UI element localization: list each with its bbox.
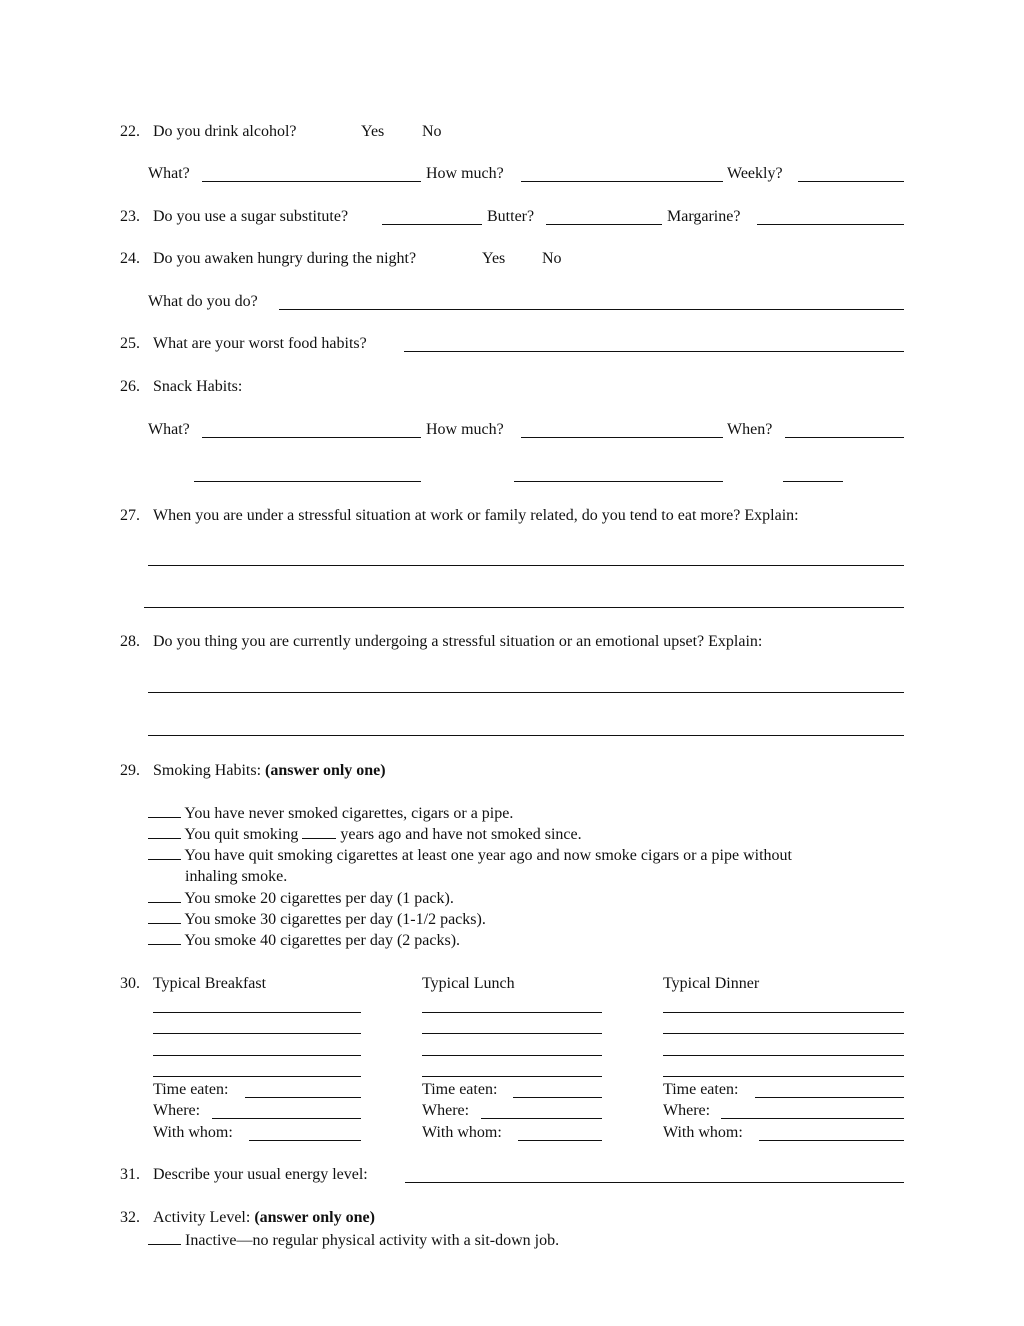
- q24-what-do-label: What do you do?: [148, 293, 258, 310]
- q32-instruction: (answer only one): [254, 1209, 375, 1226]
- q26-what-field-2[interactable]: [194, 481, 421, 482]
- q29-question: [153, 762, 386, 780]
- dinner-whom-label: With whom:: [663, 1124, 743, 1141]
- q24-number: 24.: [120, 250, 140, 267]
- q29-number: 29.: [120, 762, 140, 779]
- q26-number: 26.: [120, 378, 140, 395]
- q29-label: Smoking Habits:: [153, 762, 262, 779]
- breakfast-time-label: Time eaten:: [153, 1081, 229, 1098]
- q24-no-option[interactable]: No: [542, 250, 562, 267]
- q29-option-never[interactable]: You have never smoked cigarettes, cigars or a pipe.: [148, 803, 513, 824]
- q24-yes-option[interactable]: Yes: [482, 250, 506, 267]
- q30-number: 30.: [120, 975, 140, 992]
- q22-weekly-field[interactable]: [798, 167, 904, 182]
- breakfast-whom-label: With whom:: [153, 1124, 233, 1141]
- q22-no-option[interactable]: No: [422, 123, 442, 140]
- q32-checkbox-inactive[interactable]: [148, 1230, 181, 1245]
- dinner-where-label: Where:: [663, 1102, 711, 1119]
- breakfast-line-1[interactable]: [153, 1012, 361, 1013]
- q22-how-much-label: How much?: [426, 165, 504, 182]
- q22-what-label: What?: [148, 165, 190, 182]
- q28-answer-line-2[interactable]: [148, 735, 904, 736]
- q29-checkbox-never[interactable]: [148, 803, 181, 818]
- lunch-line-3[interactable]: [422, 1055, 602, 1056]
- q27-number: 27.: [120, 507, 140, 524]
- q28-answer-line-1[interactable]: [148, 692, 904, 693]
- dinner-whom-field[interactable]: [759, 1126, 904, 1141]
- breakfast-heading: Typical Breakfast: [153, 975, 267, 992]
- q25-field[interactable]: [404, 337, 904, 352]
- lunch-line-2[interactable]: [422, 1033, 602, 1034]
- q29-option-40[interactable]: You smoke 40 cigarettes per day (2 packs).: [148, 930, 460, 951]
- lunch-whom-label: With whom:: [422, 1124, 502, 1141]
- lunch-where-label: Where:: [422, 1102, 470, 1119]
- dinner-line-4[interactable]: [663, 1076, 904, 1077]
- lunch-whom-field[interactable]: [518, 1126, 602, 1141]
- breakfast-line-2[interactable]: [153, 1033, 361, 1034]
- q32-option-inactive[interactable]: Inactive—no regular physical activity with a sit-down job.: [148, 1230, 559, 1251]
- q29-checkbox-cigars-pipe[interactable]: [148, 845, 181, 860]
- q22-question: Do you drink alcohol?: [153, 123, 297, 140]
- q27-question: When you are under a stressful situation at work or family related, do you tend to eat more? Explain:: [153, 507, 799, 524]
- breakfast-time-field[interactable]: [245, 1083, 361, 1098]
- q23-butter-field[interactable]: [546, 210, 662, 225]
- q22-weekly-label: Weekly?: [727, 165, 783, 182]
- q26-when-label: When?: [727, 421, 773, 438]
- q32-question: [153, 1209, 375, 1227]
- lunch-time-field[interactable]: [513, 1083, 602, 1098]
- q29-option-30[interactable]: You smoke 30 cigarettes per day (1-1/2 packs).: [148, 909, 486, 930]
- q23-number: 23.: [120, 208, 140, 225]
- q23-sugar-substitute-field[interactable]: [382, 210, 482, 225]
- dinner-line-2[interactable]: [663, 1033, 904, 1034]
- q29-option-quit[interactable]: You quit smoking years ago and have not smoked since.: [148, 824, 582, 845]
- dinner-line-3[interactable]: [663, 1055, 904, 1056]
- breakfast-line-3[interactable]: [153, 1055, 361, 1056]
- q24-question: Do you awaken hungry during the night?: [153, 250, 417, 267]
- lunch-where-field[interactable]: [481, 1104, 602, 1119]
- q26-what-label: What?: [148, 421, 190, 438]
- q24-what-do-field[interactable]: [279, 295, 904, 310]
- q25-question: What are your worst food habits?: [153, 335, 367, 352]
- q25-number: 25.: [120, 335, 140, 352]
- q29-option-cigars-pipe-cont: inhaling smoke.: [185, 868, 288, 885]
- q32-label: Activity Level:: [153, 1209, 251, 1226]
- q26-when-field-2[interactable]: [783, 481, 843, 482]
- q23-margarine-label: Margarine?: [667, 208, 741, 225]
- lunch-heading: Typical Lunch: [422, 975, 515, 992]
- dinner-time-field[interactable]: [755, 1083, 904, 1098]
- lunch-line-4[interactable]: [422, 1076, 602, 1077]
- q23-margarine-field[interactable]: [757, 210, 904, 225]
- q22-what-field[interactable]: [202, 167, 421, 182]
- q29-option-cigars-pipe[interactable]: You have quit smoking cigarettes at least one year ago and now smoke cigars or a pipe without: [148, 845, 792, 866]
- q26-how-much-field[interactable]: [521, 423, 723, 438]
- dinner-where-field[interactable]: [721, 1104, 904, 1119]
- q26-question: Snack Habits:: [153, 378, 243, 395]
- q29-checkbox-20[interactable]: [148, 888, 181, 903]
- q26-what-field[interactable]: [202, 423, 421, 438]
- breakfast-line-4[interactable]: [153, 1076, 361, 1077]
- q22-yes-option[interactable]: Yes: [361, 123, 385, 140]
- dinner-line-1[interactable]: [663, 1012, 904, 1013]
- q32-number: 32.: [120, 1209, 140, 1226]
- q29-checkbox-quit[interactable]: [148, 824, 181, 839]
- q31-number: 31.: [120, 1166, 140, 1183]
- q29-instruction: (answer only one): [265, 762, 386, 779]
- q31-question: Describe your usual energy level:: [153, 1166, 368, 1183]
- breakfast-whom-field[interactable]: [249, 1126, 361, 1141]
- q26-how-much-field-2[interactable]: [514, 481, 723, 482]
- breakfast-where-field[interactable]: [212, 1104, 361, 1119]
- q29-checkbox-30[interactable]: [148, 909, 181, 924]
- q29-years-field[interactable]: [302, 824, 336, 839]
- lunch-line-1[interactable]: [422, 1012, 602, 1013]
- dinner-time-label: Time eaten:: [663, 1081, 739, 1098]
- q22-how-much-field[interactable]: [521, 167, 723, 182]
- q26-how-much-label: How much?: [426, 421, 504, 438]
- q23-butter-label: Butter?: [487, 208, 535, 225]
- q29-checkbox-40[interactable]: [148, 930, 181, 945]
- q27-answer-line-2[interactable]: [144, 607, 904, 608]
- q28-number: 28.: [120, 633, 140, 650]
- dinner-heading: Typical Dinner: [663, 975, 760, 992]
- q28-question: Do you thing you are currently undergoing a stressful situation or an emotional upset? Explain:: [153, 633, 763, 650]
- q29-option-20[interactable]: You smoke 20 cigarettes per day (1 pack).: [148, 888, 454, 909]
- q26-when-field[interactable]: [785, 423, 904, 438]
- q22-number: 22.: [120, 123, 140, 140]
- lunch-time-label: Time eaten:: [422, 1081, 498, 1098]
- breakfast-where-label: Where:: [153, 1102, 201, 1119]
- q23-question: Do you use a sugar substitute?: [153, 208, 349, 225]
- q27-answer-line-1[interactable]: [148, 565, 904, 566]
- q31-field[interactable]: [405, 1168, 904, 1183]
